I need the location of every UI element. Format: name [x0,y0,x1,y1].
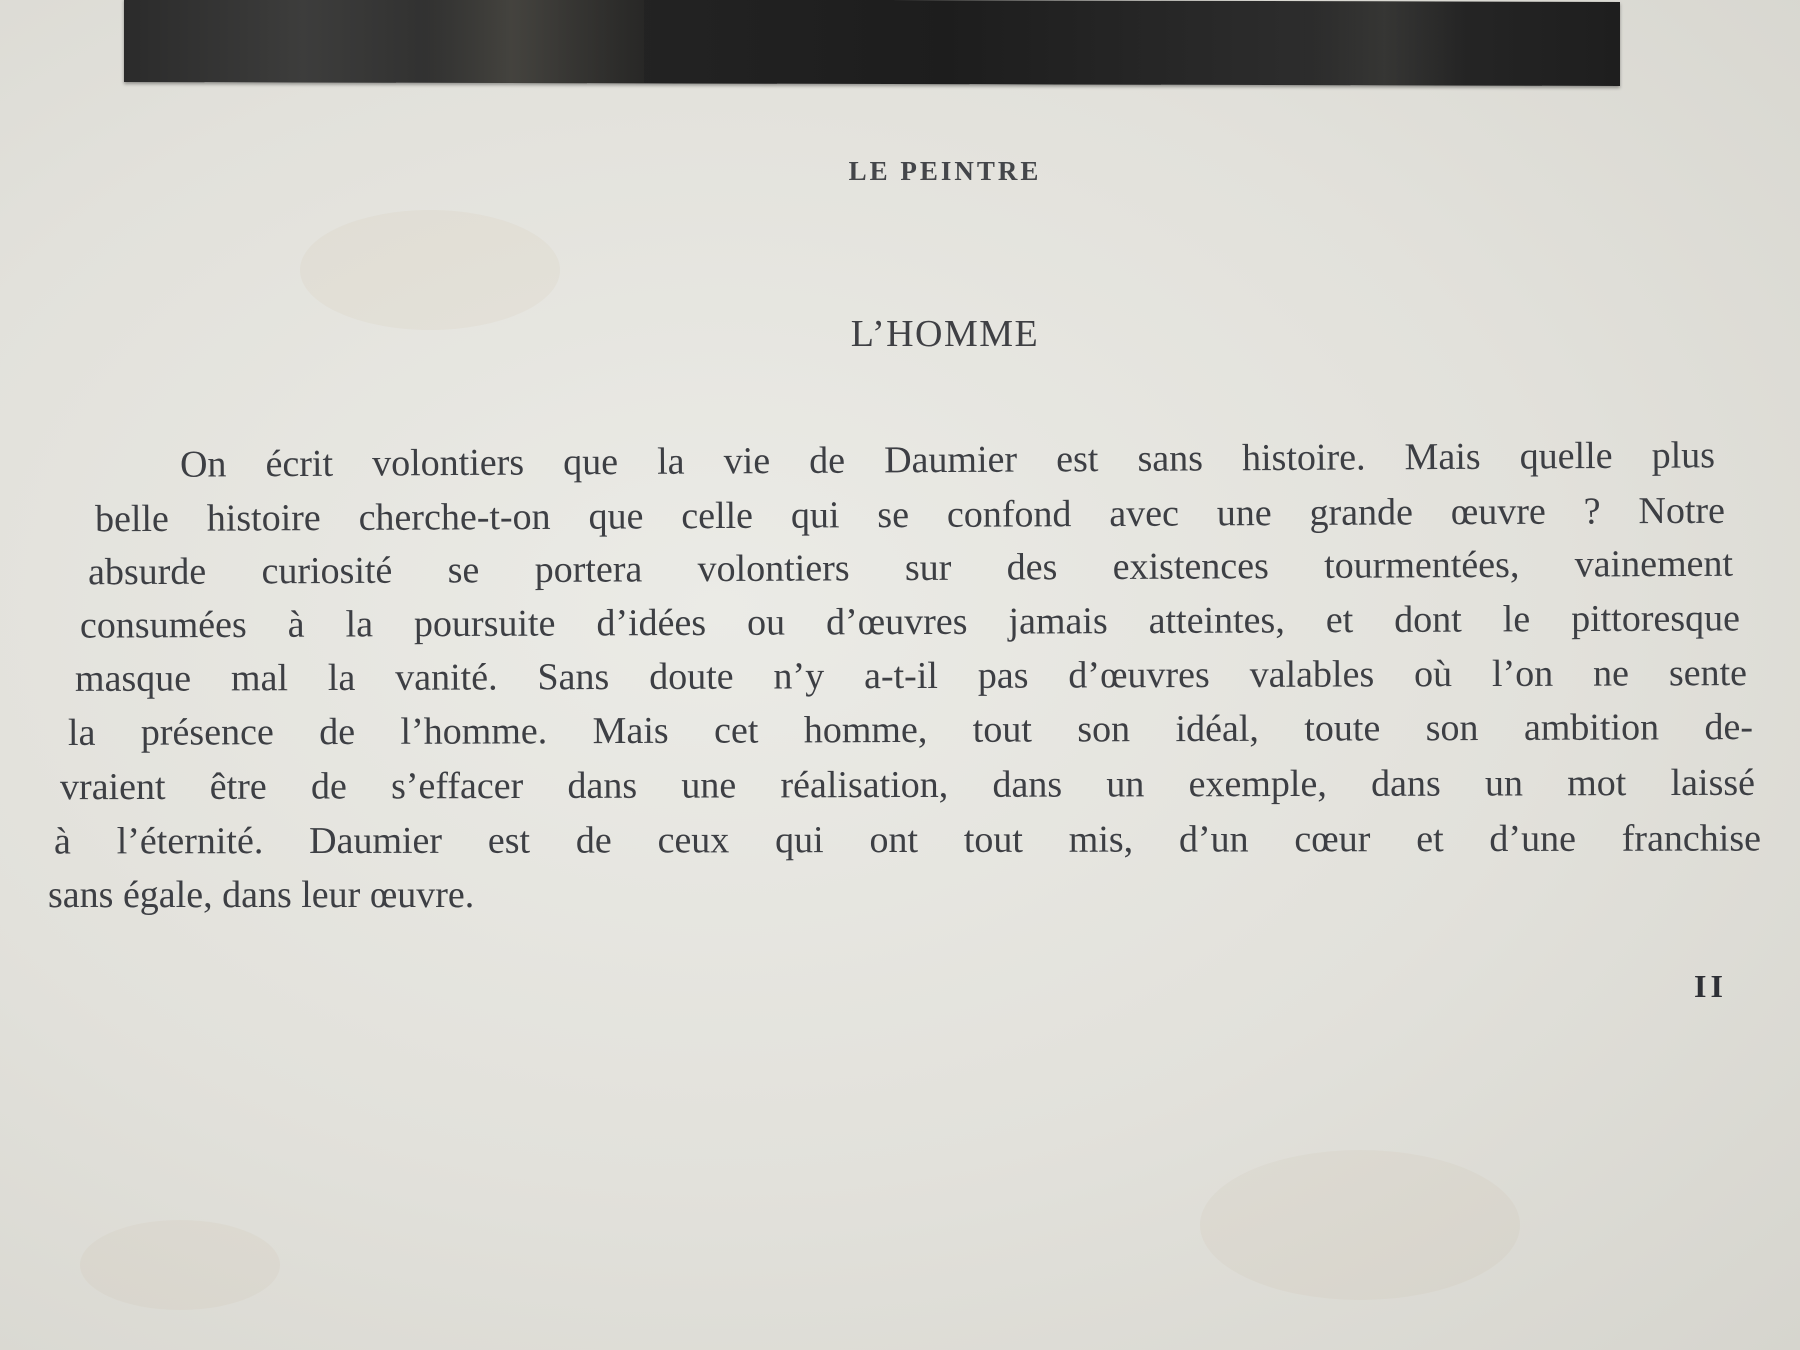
plate-highlight [1304,1,1464,85]
text-line: absurde curiosité se portera volontiers sur des existences tourmentées, vainement [87,542,1734,594]
text-line: belle histoire cherche-t-on que celle qui se confond avec une grande œuvre ? Notre [94,489,1726,541]
text-line: sans égale, dans leur œuvre. [48,874,475,916]
text-line: à l’éternité. Daumier est de ceux qui ont tout mis, d’un cœur et d’une franchise [53,817,1762,863]
plate-highlight [424,0,644,83]
running-head: LE PEINTRE [848,156,1042,186]
text-line: masque mal la vanité. Sans doute n’y a-t-il pas d’œuvres valables où l’on ne sente [74,652,1748,700]
text-line: la présence de l’homme. Mais cet homme, tout son idéal, toute son ambition de- [67,706,1754,754]
text-line: On écrit volontiers que la vie de Daumier est sans histoire. Mais quelle plus [179,434,1716,486]
chapter-title: L’HOMME [850,313,1040,355]
paper-stain [1200,1150,1520,1300]
text-line: consumées à la poursuite d’idées ou d’œuvres jamais atteintes, et dont le pittoresque [79,597,1741,647]
paper-stain [80,1220,280,1310]
page-number: II [1694,968,1727,1004]
photo-plate [124,0,1620,86]
text-line: vraient être de s’effacer dans une réalisation, dans un exemple, dans un mot laissé [59,761,1756,809]
